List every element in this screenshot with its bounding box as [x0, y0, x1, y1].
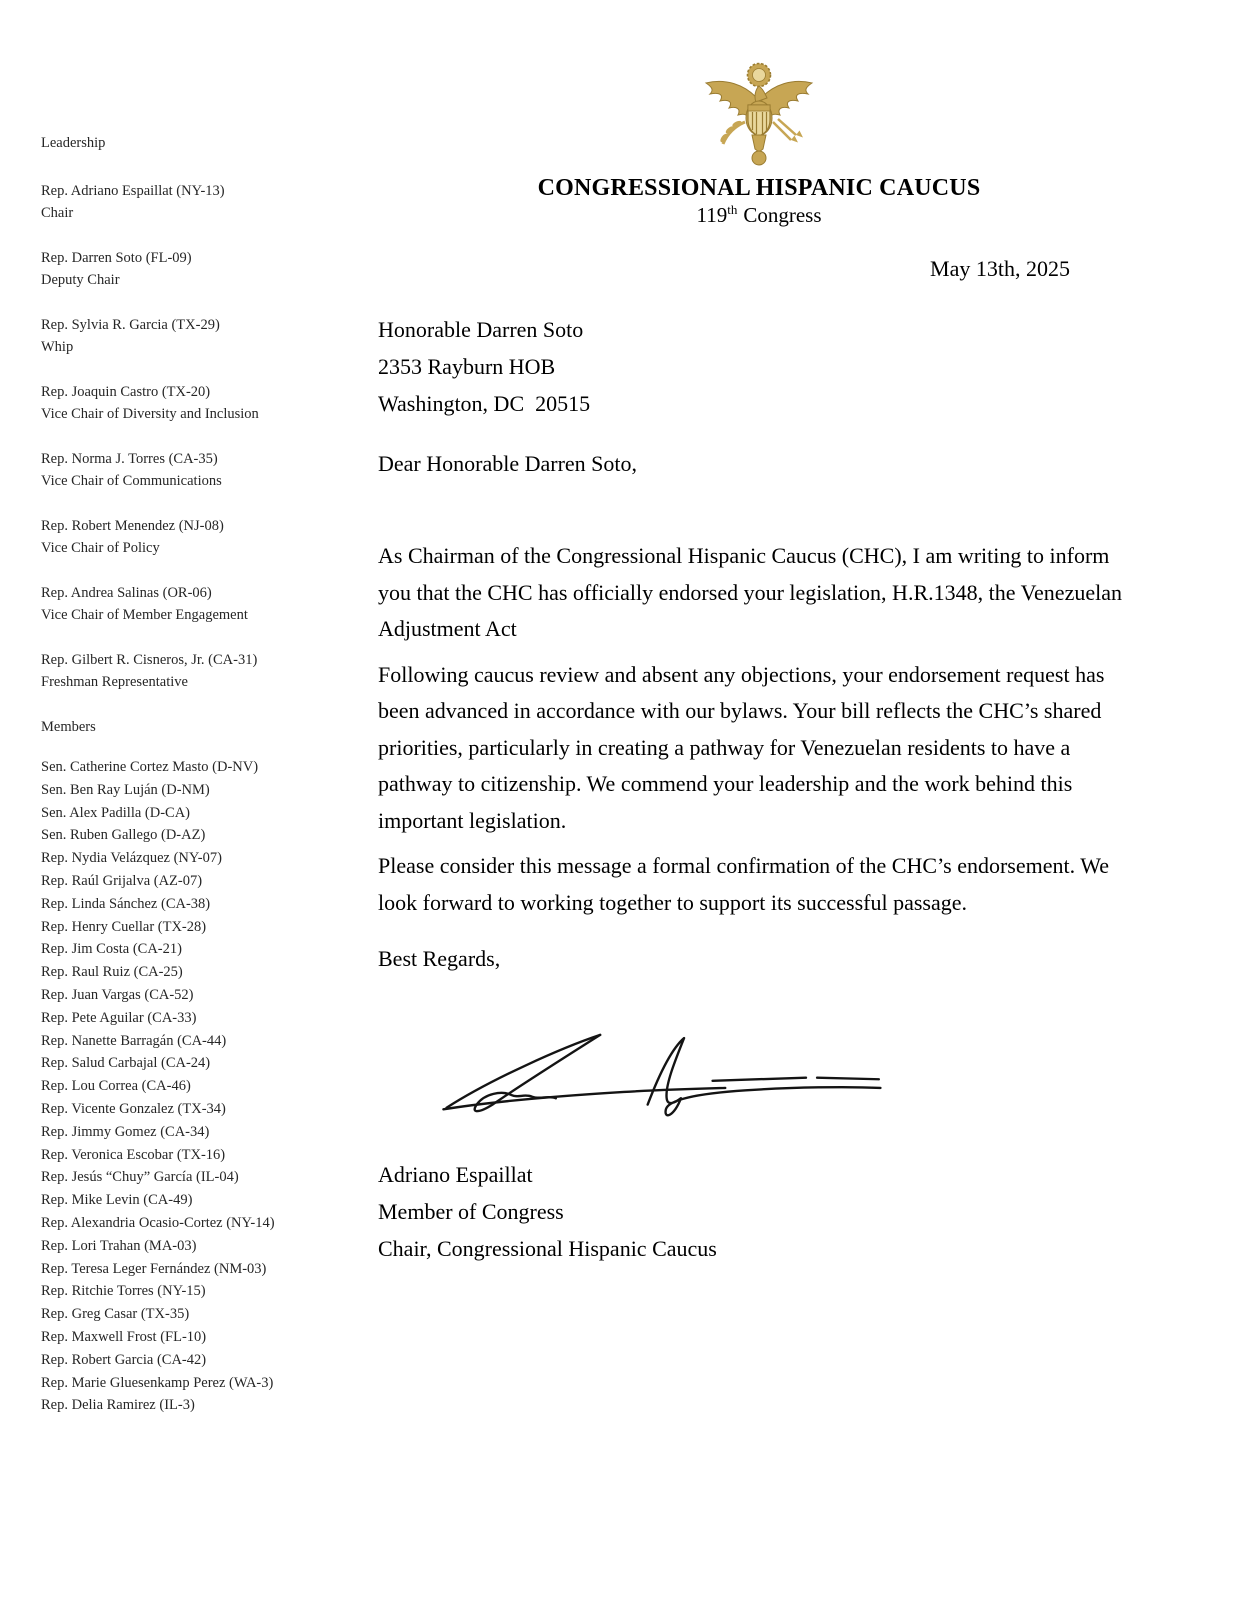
leadership-entry	[41, 381, 366, 425]
congress-word: Congress	[743, 203, 822, 227]
member-item: Rep. Nanette Barragán (CA-44)	[41, 1032, 227, 1049]
leader-name: Rep. Darren Soto (FL-09)	[41, 250, 192, 266]
member-item: Sen. Catherine Cortez Masto (D-NV)	[41, 759, 259, 775]
member-item: Rep. Salud Carbajal (CA-24)	[41, 1055, 211, 1072]
leader-name: Rep. Adriano Espaillat (NY-13)	[41, 183, 225, 199]
body-paragraph: As Chairman of the Congressional Hispanic Caucus (CHC), I am writing to inform you that the CHC has officially endorsed your legislation, H.R.1348, the Venezuelan Adjustment Act	[378, 543, 1122, 641]
member-item: Rep. Juan Vargas (CA-52)	[41, 986, 194, 1003]
leadership-entry	[41, 448, 366, 492]
members-list	[41, 756, 366, 1417]
member-item: Rep. Maxwell Frost (FL-10)	[41, 1328, 207, 1345]
closing-line: Best Regards,	[378, 946, 501, 971]
handwritten-signature-icon	[384, 1027, 962, 1122]
signer-title: Member of Congress	[378, 1199, 564, 1224]
leadership-entry	[41, 247, 366, 291]
members-heading: Members	[41, 719, 96, 735]
body-paragraph: Following caucus review and absent any objections, your endorsement request has been advanced in accordance with our bylaws. Your bill reflects the CHC’s shared priorities, particularly in creating a pathway for Venezuelan residents to have a pathway to citizenship. We commend your leadership and the work behind this important legislation.	[378, 661, 1105, 833]
signer-name: Adriano Espaillat	[378, 1162, 533, 1187]
leadership-entry	[41, 649, 366, 693]
member-item: Rep. Greg Casar (TX-35)	[41, 1306, 190, 1323]
leader-role: Freshman Representative	[41, 674, 188, 690]
member-item: Rep. Ritchie Torres (NY-15)	[41, 1283, 206, 1300]
letter-body	[378, 538, 1140, 921]
leader-role: Vice Chair of Diversity and Inclusion	[41, 406, 259, 422]
leader-name: Rep. Gilbert R. Cisneros, Jr. (CA-31)	[41, 652, 258, 668]
signer-title: Chair, Congressional Hispanic Caucus	[378, 1236, 717, 1261]
body-paragraph: Please consider this message a formal confirmation of the CHC’s endorsement. We look forward to working together to support its successful passage.	[378, 853, 1109, 915]
caucus-roster-sidebar	[41, 132, 366, 1417]
leadership-heading: Leadership	[41, 135, 106, 151]
congress-line	[378, 202, 1140, 228]
congress-number: 119	[696, 203, 728, 227]
member-item: Rep. Jim Costa (CA-21)	[41, 941, 182, 958]
leader-name: Rep. Robert Menendez (NJ-08)	[41, 518, 224, 534]
leadership-entry	[41, 515, 366, 559]
member-item: Rep. Linda Sánchez (CA-38)	[41, 895, 211, 912]
member-item: Rep. Vicente Gonzalez (TX-34)	[41, 1100, 226, 1117]
member-item: Rep. Robert Garcia (CA-42)	[41, 1351, 207, 1368]
member-item: Rep. Jesús “Chuy” García (IL-04)	[41, 1169, 239, 1186]
member-item: Rep. Lou Correa (CA-46)	[41, 1078, 191, 1095]
member-item: Rep. Mike Levin (CA-49)	[41, 1192, 193, 1209]
recipient-address-line2: Washington, DC 20515	[378, 391, 591, 416]
member-item: Rep. Henry Cuellar (TX-28)	[41, 918, 207, 935]
salutation: Dear Honorable Darren Soto,	[378, 451, 638, 476]
recipient-block	[378, 311, 1140, 422]
member-item: Rep. Veronica Escobar (TX-16)	[41, 1146, 226, 1163]
leader-name: Rep. Norma J. Torres (CA-35)	[41, 451, 218, 467]
leader-name: Rep. Sylvia R. Garcia (TX-29)	[41, 317, 220, 333]
leader-name: Rep. Andrea Salinas (OR-06)	[41, 585, 212, 601]
member-item: Rep. Alexandria Ocasio-Cortez (NY-14)	[41, 1214, 275, 1231]
leadership-list	[41, 180, 366, 693]
member-item: Rep. Teresa Leger Fernández (NM-03)	[41, 1260, 267, 1277]
member-item: Sen. Ruben Gallego (D-AZ)	[41, 827, 206, 844]
recipient-name: Honorable Darren Soto	[378, 317, 584, 342]
leadership-entry	[41, 582, 366, 626]
leadership-entry	[41, 180, 366, 224]
member-item: Rep. Delia Ramirez (IL-3)	[41, 1397, 195, 1414]
recipient-address-line1: 2353 Rayburn HOB	[378, 354, 556, 379]
leader-role: Whip	[41, 339, 74, 355]
leader-role: Vice Chair of Communications	[41, 473, 222, 489]
leader-role: Chair	[41, 205, 74, 221]
member-item: Rep. Marie Gluesenkamp Perez (WA-3)	[41, 1374, 274, 1391]
congress-ordinal-suffix: th	[727, 202, 738, 217]
member-item: Sen. Alex Padilla (D-CA)	[41, 804, 191, 821]
chc-eagle-seal-icon	[700, 60, 818, 168]
member-item: Rep. Lori Trahan (MA-03)	[41, 1237, 197, 1254]
leader-role: Vice Chair of Member Engagement	[41, 607, 248, 623]
letter-main	[378, 60, 1140, 1267]
member-item: Rep. Jimmy Gomez (CA-34)	[41, 1123, 210, 1140]
letter-date: May 13th, 2025	[930, 256, 1070, 281]
leader-role: Vice Chair of Policy	[41, 540, 160, 556]
leader-role: Deputy Chair	[41, 272, 120, 288]
org-title: CONGRESSIONAL HISPANIC CAUCUS	[537, 175, 981, 201]
member-item: Sen. Ben Ray Luján (D-NM)	[41, 781, 210, 798]
leader-name: Rep. Joaquin Castro (TX-20)	[41, 384, 211, 400]
member-item: Rep. Raul Ruiz (CA-25)	[41, 964, 183, 981]
member-item: Rep. Raúl Grijalva (AZ-07)	[41, 872, 203, 889]
leadership-entry	[41, 314, 366, 358]
member-item: Rep. Pete Aguilar (CA-33)	[41, 1009, 197, 1026]
member-item: Rep. Nydia Velázquez (NY-07)	[41, 850, 222, 867]
signature-block	[378, 1156, 1140, 1267]
